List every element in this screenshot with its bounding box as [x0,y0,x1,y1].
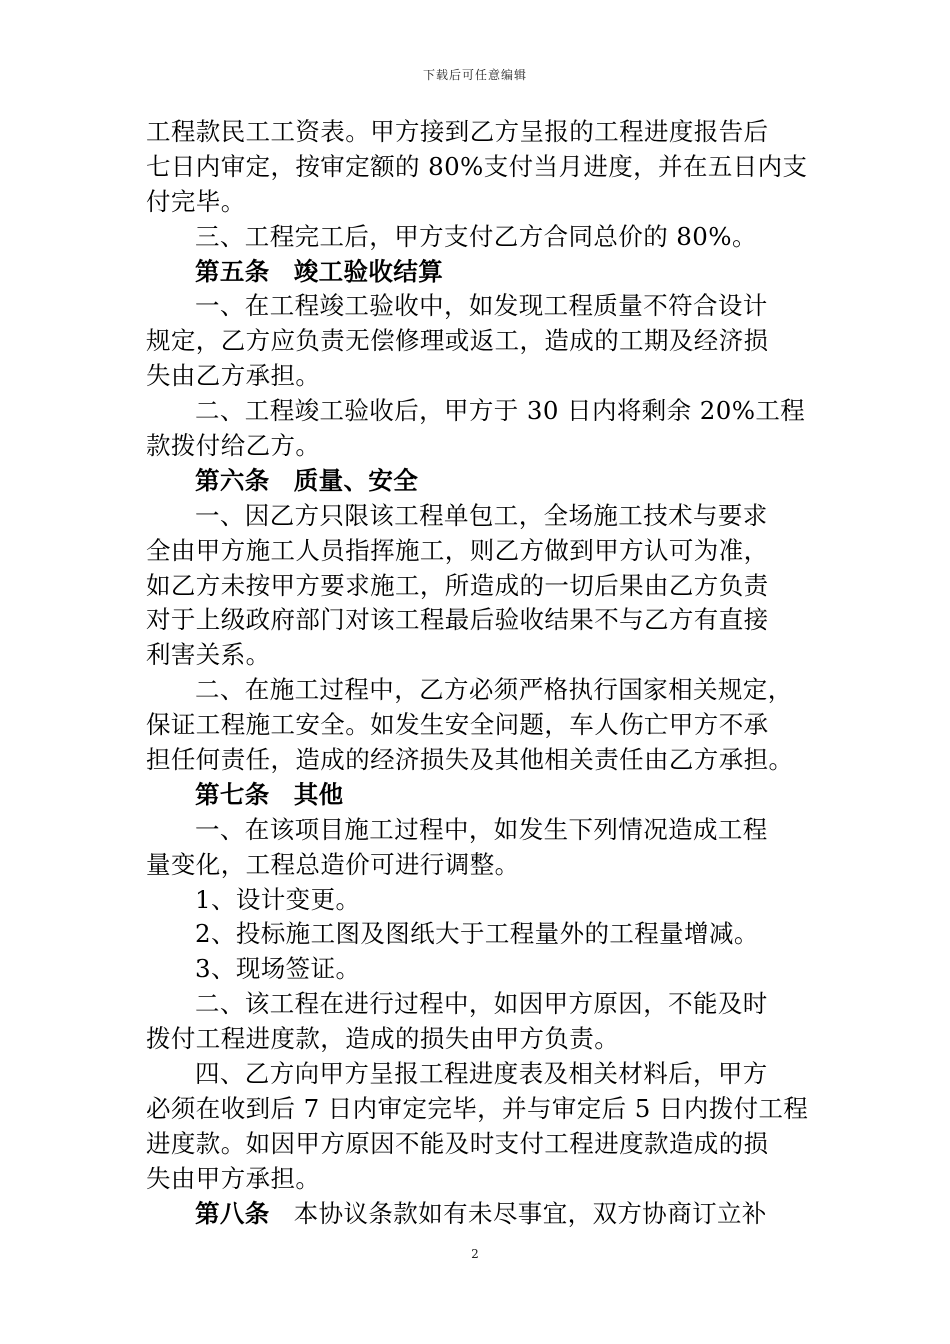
paragraph-line: 本协议条款如有未尽事宜，双方协商订立补 [293,1198,767,1228]
paragraph-line: 保证工程施工安全。如发生安全问题，车人伤亡甲方不承 [146,710,769,740]
paragraph-line: 全由甲方施工人员指挥施工，则乙方做到甲方认可为准， [146,535,769,565]
paragraph-line: 进度款。如因甲方原因不能及时支付工程进度款造成的损 [146,1128,769,1158]
section-heading-8 [146,1197,816,1232]
paragraph-line: 付完毕。 [146,186,246,216]
paragraph-line: 一、在工程竣工验收中，如发现工程质量不符合设计 [195,291,768,321]
paragraph-line: 利害关系。 [146,640,271,670]
paragraph-line: 四、乙方向甲方呈报工程进度表及相关材料后，甲方 [195,1059,768,1089]
paragraph-line: 一、因乙方只限该工程单包工，全场施工技术与要求 [195,500,768,530]
paragraph-line: 二、该工程在进行过程中，如因甲方原因，不能及时 [195,989,768,1019]
paragraph-line: 规定，乙方应负责无偿修理或返工，造成的工期及经济损 [146,326,769,356]
paragraph-line: 量变化，工程总造价可进行调整。 [146,849,520,879]
paragraph-line: 一、在该项目施工过程中，如发生下列情况造成工程 [195,814,768,844]
section-number: 第六条 [195,465,270,495]
list-item: 1、设计变更。 [195,884,361,914]
paragraph-line: 二、工程竣工验收后，甲方于 30 日内将剩余 20%工程 [195,396,806,426]
paragraph-line: 失由乙方承担。 [146,361,321,391]
section-number: 第八条 [195,1198,270,1228]
section-heading-6 [146,464,816,499]
section-title: 其他 [293,779,344,809]
paragraph-line: 必须在收到后 7 日内审定完毕，并与审定后 5 日内拨付工程 [146,1093,809,1123]
page-header: 下载后可任意编辑 [422,68,527,82]
paragraph-line: 拨付工程进度款，造成的损失由甲方负责。 [146,1024,620,1054]
section-heading-5 [146,255,816,290]
list-item: 2、投标施工图及图纸大于工程量外的工程量增减。 [195,919,759,949]
section-heading-7 [146,778,816,813]
paragraph-line: 三、工程完工后，甲方支付乙方合同总价的 80%。 [195,221,757,251]
paragraph-line: 二、在施工过程中，乙方必须严格执行国家相关规定， [195,675,793,705]
paragraph-line: 七日内审定，按审定额的 80%支付当月进度，并在五日内支 [146,151,808,181]
paragraph-line: 对于上级政府部门对该工程最后验收结果不与乙方有直接 [146,605,769,635]
document-body [146,115,816,1232]
section-title: 质量、安全 [293,465,419,495]
section-number: 第五条 [195,256,270,286]
page-number: 2 [471,1247,479,1261]
section-title: 竣工验收结算 [293,256,444,286]
paragraph-line: 工程款民工工资表。甲方接到乙方呈报的工程进度报告后 [146,117,769,146]
list-item: 3、现场签证。 [195,954,361,984]
paragraph-line: 款拨付给乙方。 [146,431,321,461]
section-number: 第七条 [195,779,270,809]
paragraph-line: 失由甲方承担。 [146,1163,321,1193]
paragraph-line: 如乙方未按甲方要求施工，所造成的一切后果由乙方负责 [146,570,769,600]
paragraph-line: 担任何责任，造成的经济损失及其他相关责任由乙方承担。 [146,745,794,775]
